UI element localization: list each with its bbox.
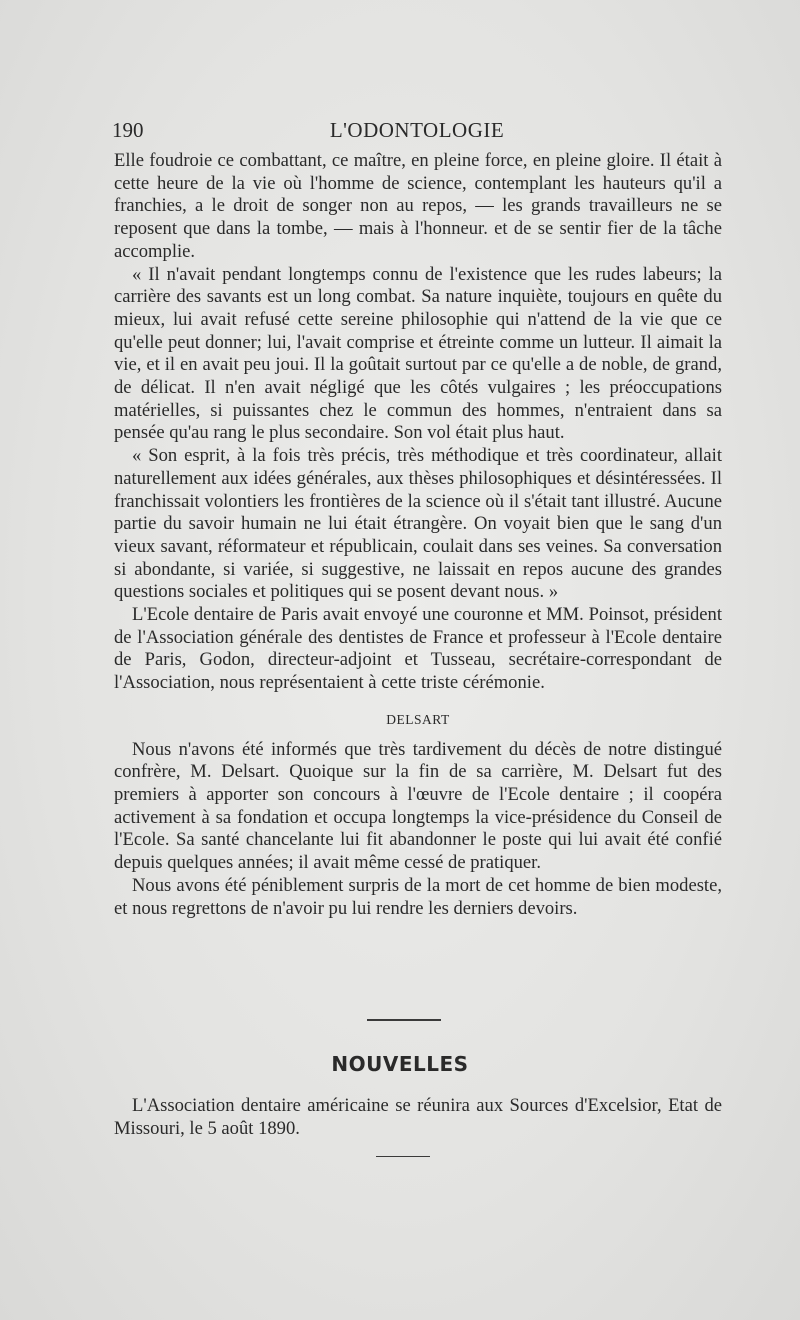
paragraph: L'Ecole dentaire de Paris avait envoyé une couronne et MM. Poinsot, président de l'Association générale des dentistes de France et professeur à l'Ecole dentaire de Paris, Godon, directeur-adjoint et Tusseau, secrétaire-correspondant de l'Association, nous représentaient à cette triste cérémonie. <box>114 604 722 694</box>
main-text <box>114 150 722 920</box>
section-heading-delsart: DELSART <box>386 711 450 727</box>
section-heading-nouvelles: NOUVELLES <box>331 1052 469 1076</box>
nouvelles-text <box>114 1095 722 1140</box>
quote-paragraph: « Il n'avait pendant longtemps connu de l'existence que les rudes labeurs; la carrière des savants est un long combat. Sa nature inquiète, toujours en quête du mieux, lui avait refusé cette sereine philosophie qui n'attend de la vie que ce qu'elle peut donner; lui, l'avait comprise et étreinte comme un lutteur. Il aimait la vie, et il en avait peu joui. Il la goûtait surtout par ce qu'elle a de noble, de grand, de délicat. Il n'en avait négligé que les côtés vulgaires ; les préoccupations matérielles, si puissantes chez le commun des hommes, n'entraient dans sa pensée qu'au rang le plus secondaire. Son vol était plus haut. <box>114 263 722 444</box>
paragraph: Nous n'avons été informés que très tardivement du décès de notre distingué confrère, M. Delsart. Quoique sur la fin de sa carrière, M. Delsart fut des premiers à apporter son concours à l'œuvre de l'Ecole dentaire ; il coopéra activement à sa fondation et occupa longtemps la vice-présidence du Conseil de l'Ecole. Sa santé chancelante lui fit abandonner le poste qui lui avait été confié depuis quelques années; il avait même cessé de pratiquer. <box>114 738 722 874</box>
paragraph: Nous avons été péniblement surpris de la mort de cet homme de bien modeste, et nous regrettons de n'avoir pu lui rendre les derniers devoirs. <box>114 874 722 919</box>
quote-paragraph: « Son esprit, à la fois très précis, très méthodique et très coordinateur, allait naturellement aux idées générales, aux thèses philosophiques et désintéressées. Il franchissait volontiers les frontières de la science où il s'était tant illustré. Aucune partie du savoir humain ne lui était étrangère. On voyait bien que le sang d'un vieux savant, réformateur et républicain, coulait dans ses veines. Sa conversation si abondante, si variée, si suggestive, ne laissait en repos aucune des grandes questions sociales et politiques qui se posent devant nous. » <box>114 445 722 603</box>
paragraph: Elle foudroie ce combattant, ce maître, en pleine force, en pleine gloire. Il était à cette heure de la vie où l'homme de science, contemplant les hauteurs qu'il a franchies, a le droit de songer non au repos, — les grands travailleurs ne se reposent que dans la tombe, — mais à l'honneur. et de se sentir fier de la tâche accomplie. <box>114 150 722 262</box>
paragraph: L'Association dentaire américaine se réunira aux Sources d'Excelsior, Etat de Missouri, le 5 août 1890. <box>114 1095 722 1139</box>
running-title: L'ODONTOLOGIE <box>329 118 505 142</box>
page-header <box>112 118 722 148</box>
section-divider <box>367 1019 441 1021</box>
page-number: 190 <box>112 118 144 142</box>
end-divider <box>376 1156 430 1157</box>
